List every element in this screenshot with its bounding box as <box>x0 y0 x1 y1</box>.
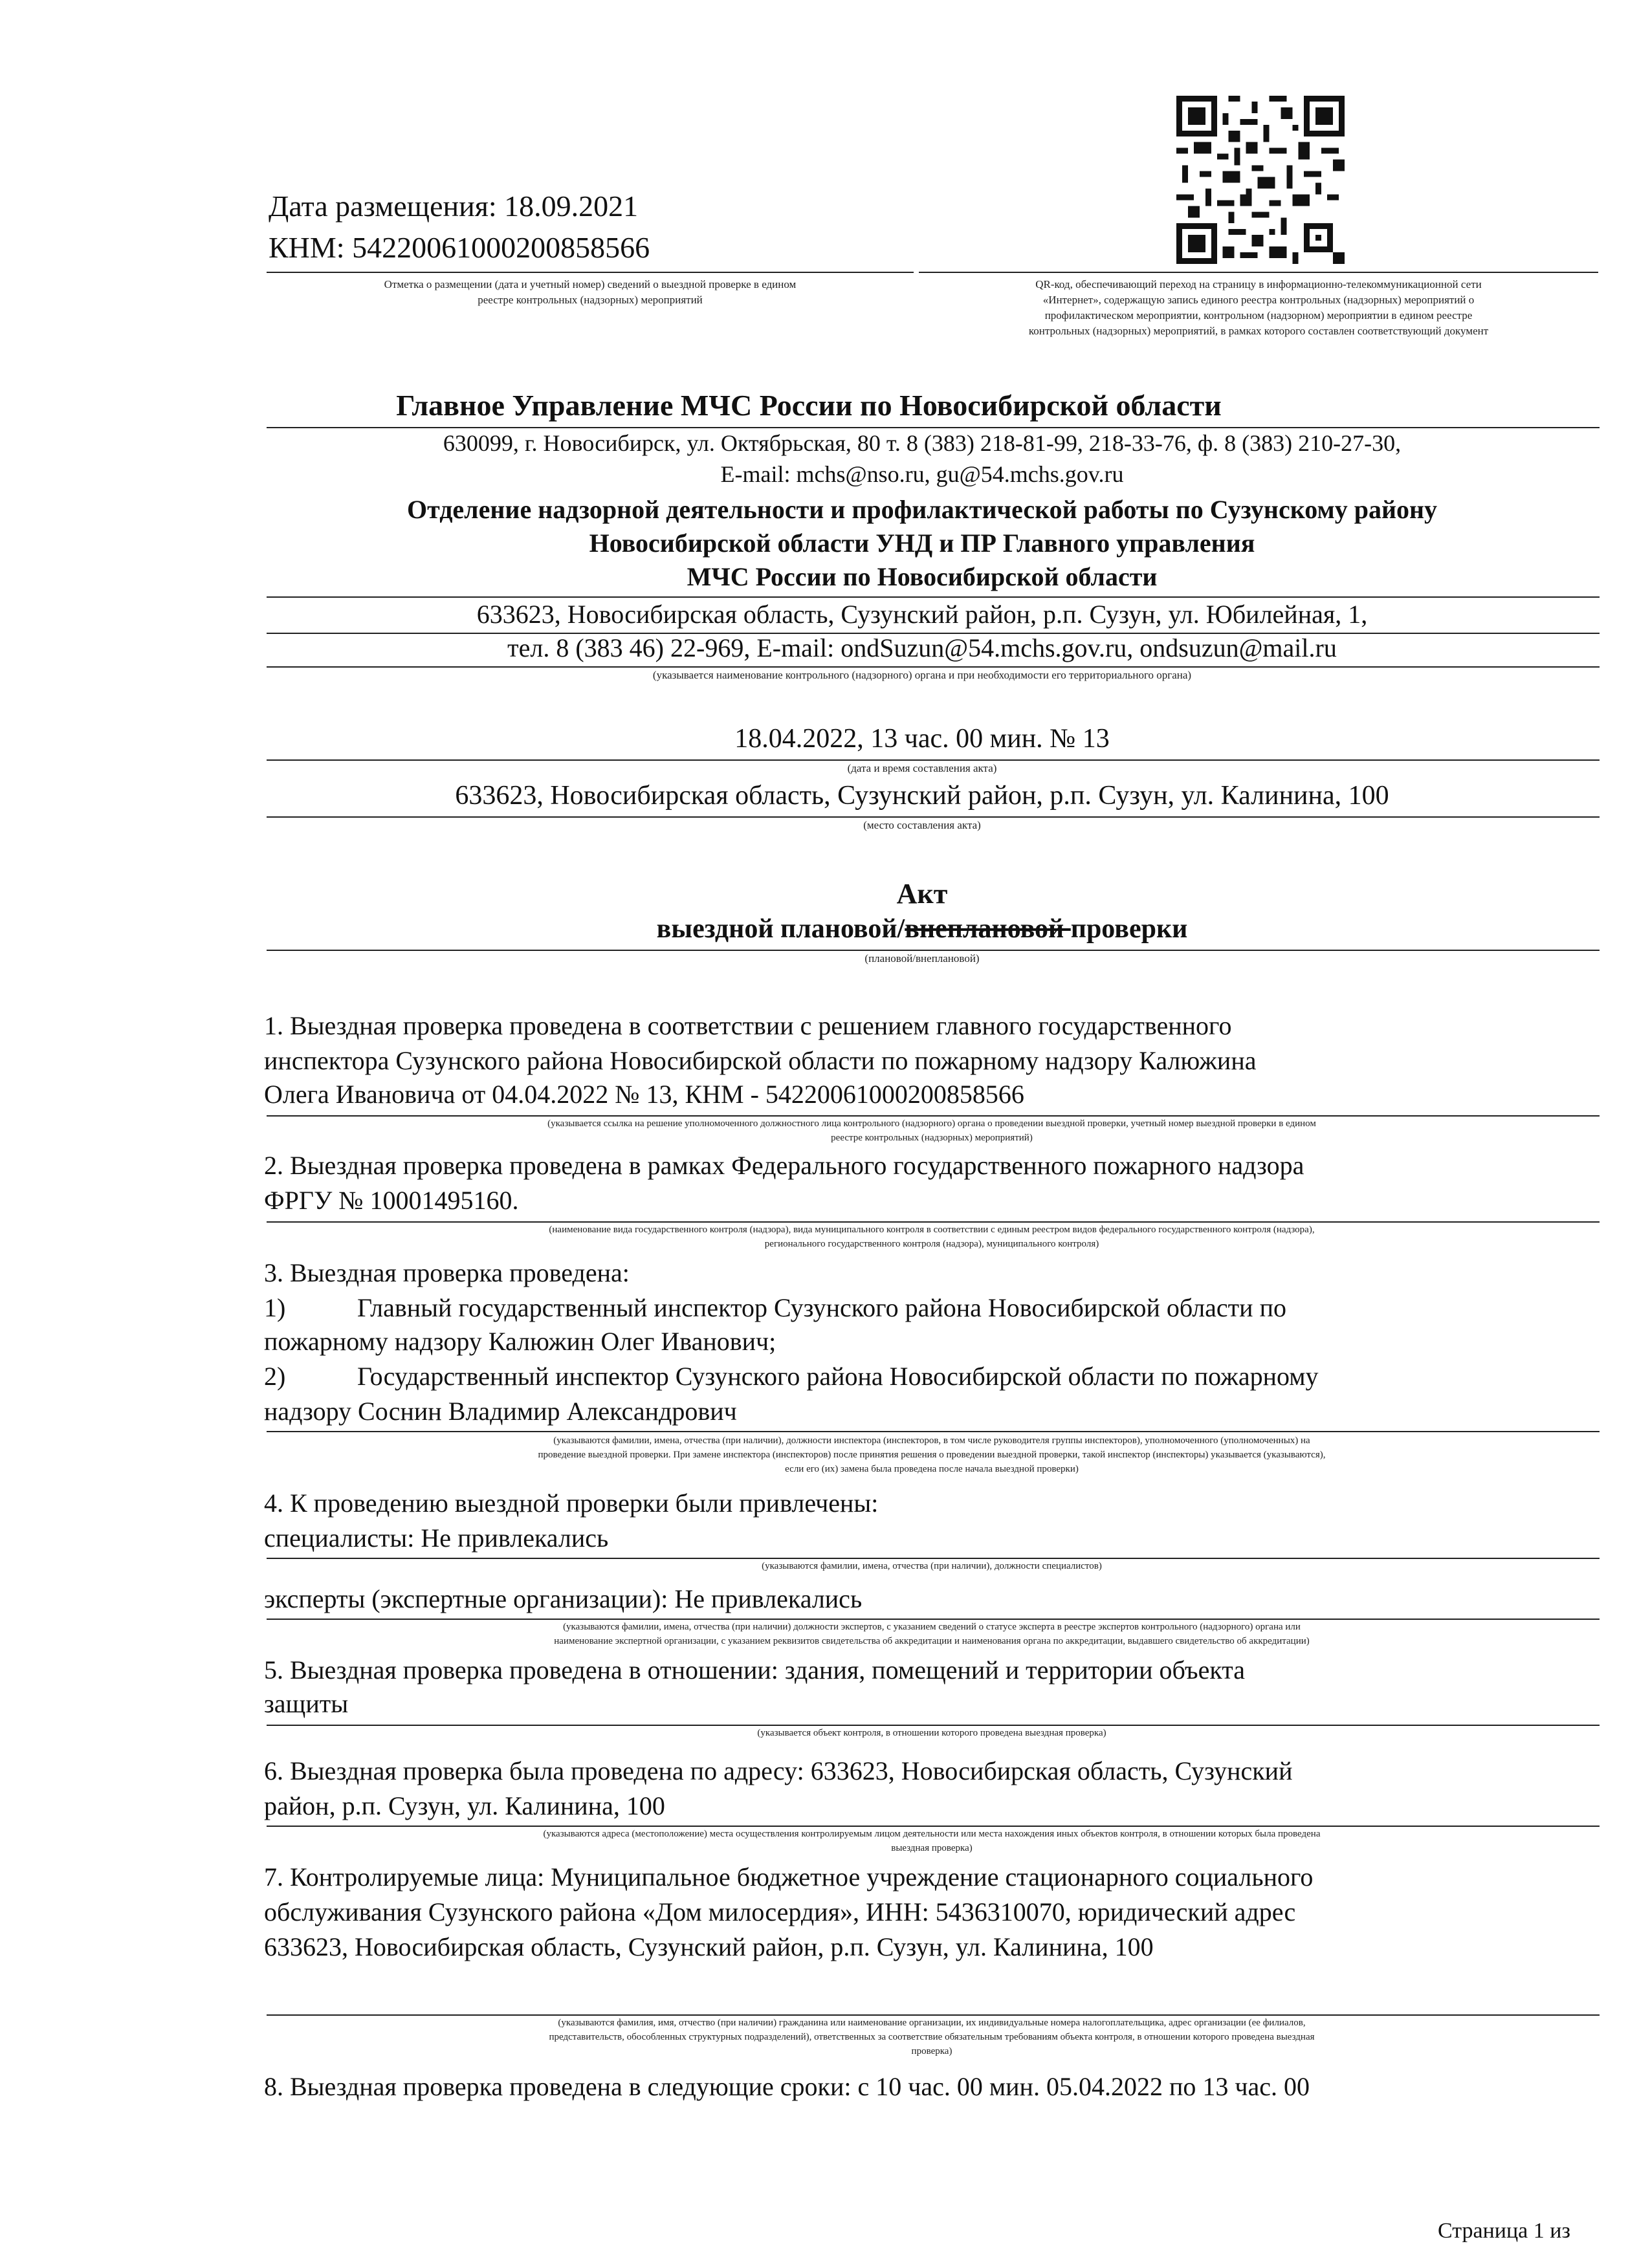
qr-note-line-3: профилактическом мероприятии, контрольном (надзорном) мероприятии в едином реестре <box>1044 309 1473 322</box>
dept-name-3: МЧС России по Новосибирской области <box>687 562 1158 591</box>
item-3-rule <box>267 1431 1600 1432</box>
item-6-caption-line-1: (указываются адреса (местоположение) места осуществления контролируемым лицом деятельности или места нахождения иных объектов контроля, в отношении которых была проведена <box>543 1829 1321 1839</box>
item-4-caption-2-line-2: наименование экспертной организации, с указанием реквизитов свидетельства об аккредитации и наименования органа по аккредитации, выдавшего свидетельство об аккредитации) <box>554 1636 1310 1646</box>
dept-caption: (указывается наименование контрольного (надзорного) органа и при необходимости его территориального органа) <box>652 669 1192 681</box>
item-4-caption-1: (указываются фамилии, имена, отчества (при наличии), должности специалистов) <box>762 1561 1102 1571</box>
item-4-specialists: специалисты: Не привлекались <box>264 1523 609 1553</box>
act-subtitle <box>259 913 1585 944</box>
act-subtitle-part-c: проверки <box>1070 914 1188 944</box>
act-place: 633623, Новосибирская область, Сузунский район, р.п. Сузун, ул. Калинина, 100 <box>455 781 1389 811</box>
item-5-caption: (указывается объект контроля, в отношении которого проведена выездная проверка) <box>757 1728 1106 1738</box>
item-4-caption-2 <box>259 1620 1605 1648</box>
act-subtitle-struck: внеплановой <box>905 914 1071 944</box>
qr-note-line-1: QR-код, обеспечивающий переход на страницу в информационно-телекоммуникационной сети <box>1035 278 1482 290</box>
item-2-line-1: 2. Выездная проверка проведена в рамках Федерального государственного пожарного надзора <box>264 1151 1304 1180</box>
qr-note-line-4: контрольных (надзорных) мероприятий, в рамках которого составлен соответствующий документ <box>1028 325 1489 337</box>
item-3-sub-2-line-2: надзору Соснин Владимир Александрович <box>264 1397 737 1426</box>
authority-address-1: 630099, г. Новосибирск, ул. Октябрьская, 80 т. 8 (383) 218-81-99, 218-33-76, ф. 8 (383) 210-27-30, <box>443 430 1402 456</box>
placement-note <box>267 277 914 308</box>
authority-name: Главное Управление МЧС России по Новосибирской области <box>396 389 1222 422</box>
act-datetime: 18.04.2022, 13 час. 00 мин. № 13 <box>734 724 1110 754</box>
item-7-line-3: 633623, Новосибирская область, Сузунский район, р.п. Сузун, ул. Калинина, 100 <box>264 1932 1154 1961</box>
item-1-line-1: 1. Выездная проверка проведена в соответствии с решением главного государственного <box>264 1011 1232 1040</box>
qr-note <box>912 277 1605 339</box>
act-title: Акт <box>896 878 948 910</box>
qr-note-line-2: «Интернет», содержащую запись единого реестра контрольных (надзорных) мероприятий о <box>1042 294 1475 306</box>
dept-address-2: тел. 8 (383 46) 22-969, E-mail: ondSuzun@54.mchs.gov.ru, ondsuzun@mail.ru <box>507 633 1337 662</box>
item-3-caption <box>259 1434 1605 1476</box>
item-4-caption-2-line-1: (указываются фамилии, имена, отчества (при наличии) должности экспертов, с указанием сведений о статусе эксперта в реестре экспертов контрольного (надзорного) органа или <box>563 1622 1301 1632</box>
act-subtitle-caption: (плановой/внеплановой) <box>864 952 980 965</box>
qr-code[interactable] <box>1176 96 1345 264</box>
item-6-caption <box>259 1827 1605 1855</box>
item-4-experts: эксперты (экспертные организации): Не привлекались <box>264 1584 863 1613</box>
placement-note-line-2: реестре контрольных (надзорных) мероприятий <box>478 294 703 306</box>
item-1-caption-line-2: реестре контрольных (надзорных) мероприятий) <box>831 1133 1033 1143</box>
item-6-line-1: 6. Выездная проверка была проведена по адресу: 633623, Новосибирская область, Сузунский <box>264 1756 1293 1785</box>
dept-rule <box>267 596 1600 598</box>
act-datetime-caption: (дата и время составления акта) <box>847 762 997 774</box>
item-1-line-2: инспектора Сузунского района Новосибирской области по пожарному надзору Калюжина <box>264 1046 1257 1075</box>
item-3-sub-1-line-1: Главный государственный инспектор Сузунского района Новосибирской области по <box>357 1293 1286 1322</box>
item-3-sub-1-line-2: пожарному надзору Калюжин Олег Иванович; <box>264 1327 776 1356</box>
item-8-line-1: 8. Выездная проверка проведена в следующие сроки: с 10 час. 00 мин. 05.04.2022 по 13 час. 00 <box>264 2072 1310 2101</box>
knm-number: КНМ: 54220061000200858566 <box>269 231 650 264</box>
item-7-caption <box>259 2016 1605 2058</box>
dept-name-1: Отделение надзорной деятельности и профилактической работы по Сузунскому району <box>406 495 1438 524</box>
item-3-caption-line-3: если его (их) замена была проведена после начала выездной проверки) <box>785 1464 1079 1474</box>
act-place-caption: (место составления акта) <box>863 819 981 831</box>
placement-date: Дата размещения: 18.09.2021 <box>269 190 639 223</box>
placement-note-line-1: Отметка о размещении (дата и учетный номер) сведений о выездной проверке в едином <box>384 278 797 290</box>
dept-address-1: 633623, Новосибирская область, Сузунский район, р.п. Сузун, ул. Юбилейная, 1, <box>476 600 1368 629</box>
item-3-caption-line-2: проведение выездной проверки. При замене инспектора (инспекторов) после принятия решения о проведении выездной проверки, такой инспектор (инспекторы) указывается (указываются), <box>538 1450 1326 1460</box>
item-1-caption <box>259 1117 1605 1145</box>
dept-name-2: Новосибирской области УНД и ПР Главного управления <box>589 529 1255 558</box>
item-5-line-2: защиты <box>264 1689 349 1718</box>
item-3-heading: 3. Выездная проверка проведена: <box>264 1258 630 1287</box>
item-5-line-1: 5. Выездная проверка проведена в отношении: здания, помещений и территории объекта <box>264 1655 1245 1685</box>
act-subtitle-part-a: выездной плановой/ <box>656 914 905 944</box>
item-2-line-2: ФРГУ № 10001495160. <box>264 1186 519 1215</box>
item-7-line-1: 7. Контролируемые лица: Муниципальное бюджетное учреждение стационарного социального <box>264 1862 1314 1892</box>
item-3-sub-2-number: 2) <box>264 1362 286 1391</box>
item-3-sub-2-line-1: Государственный инспектор Сузунского района Новосибирской области по пожарному <box>357 1362 1319 1391</box>
authority-rule <box>267 427 1600 428</box>
item-3-caption-line-1: (указываются фамилии, имена, отчества (при наличии), должности инспектора (инспекторов, в том числе руководителя группы инспекторов), уполномоченного (уполномоченных) на <box>553 1435 1310 1446</box>
authority-address-2: E-mail: mchs@nso.ru, gu@54.mchs.gov.ru <box>720 461 1124 487</box>
item-7-caption-line-1: (указываются фамилия, имя, отчество (при наличии) гражданина или наименование организации, их индивидуальные номера налогоплательщика, адрес организации (ее филиалов, <box>558 2018 1306 2028</box>
item-6-line-2: район, р.п. Сузун, ул. Калинина, 100 <box>264 1791 665 1820</box>
item-3-sub-1-number: 1) <box>264 1293 286 1322</box>
item-2-caption-line-1: (наименование вида государственного контроля (надзора), вида муниципального контроля в соответствии с единым реестром видов федерального государственного контроля (надзора), <box>549 1225 1315 1235</box>
page-number: Страница 1 из <box>1438 2219 1570 2243</box>
item-1-caption-line-1: (указывается ссылка на решение уполномоченного должностного лица контрольного (надзорного) органа о проведении выездной проверки, учетный номер выездной проверки в едином <box>547 1118 1316 1129</box>
item-7-caption-line-3: проверка) <box>911 2046 952 2056</box>
item-2-caption-line-2: регионального государственного контроля (надзора), муниципального контроля) <box>764 1239 1099 1249</box>
item-7-line-2: обслуживания Сузунского района «Дом милосердия», ИНН: 5436310070, юридический адрес <box>264 1897 1296 1926</box>
item-1-line-3: Олега Ивановича от 04.04.2022 № 13, КНМ - 54220061000200858566 <box>264 1080 1024 1109</box>
item-2-caption <box>259 1223 1605 1251</box>
item-4-heading: 4. К проведению выездной проверки были привлечены: <box>264 1488 879 1518</box>
item-7-caption-line-2: представительств, обособленных структурных подразделений), ответственных за соответствие обязательным требованиям объекта контроля, в отношении которого проведена выездная <box>549 2032 1315 2042</box>
header-rule-right <box>919 272 1598 273</box>
header-rule-left <box>267 272 914 273</box>
item-6-caption-line-2: выездная проверка) <box>891 1843 973 1853</box>
